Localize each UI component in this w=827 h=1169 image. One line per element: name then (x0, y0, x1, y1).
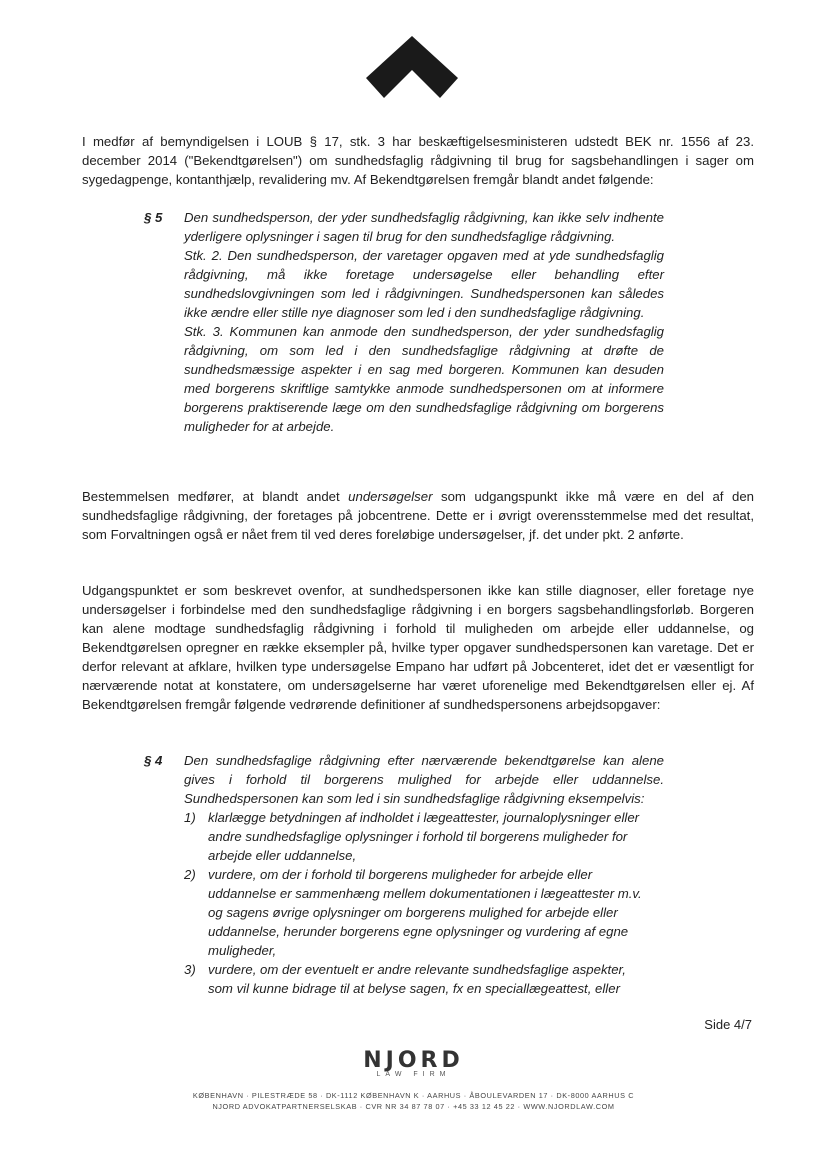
paragraph-2 (82, 487, 754, 544)
section-number: § 5 (144, 210, 163, 225)
brand-name: NJORD (363, 1048, 464, 1073)
list-item-number: 1) (184, 810, 196, 825)
njord-chevron-logo (366, 36, 458, 98)
list-item (184, 808, 644, 865)
list-item-text: vurdere, om der i forhold til borgerens muligheder for arbejde eller uddannelse er sammenhæng mellem dokumentationen i lægeattester m.v. og sagens øvrige oplysninger om borgerens mulighed for arbejde eller uddannelse, herunder borgerens egne oplysninger og vurdering af egne muligheder, (208, 867, 642, 958)
page-number: Side 4/7 (704, 1017, 752, 1032)
section-number: § 4 (144, 753, 163, 768)
paragraph-3-text: Udgangspunktet er som beskrevet ovenfor, at sundhedspersonen ikke kan stille diagnoser, eller foretage nye undersøgelser i forbindelse med den sundhedsfaglige rådgivning i en borgers sagsbehandlingsforløb. Borgeren kan alene modtage sundhedsfaglig rådgivning i forhold til muligheden om arbejde eller uddannelse, og Bekendtgørelsen opregner en række eksempler på, hvilke typer opgaver sundhedspersonen kan varetage. Det er derfor relevant at afklare, hvilken type undersøgelse Empano har udført på Jobcenteret, idet det er væsentligt for nærværende notat at konstatere, om undersøgelserne har været uforenelige med Bekendtgørelsen eller ej. Af Bekendtgørelsen fremgår følgende vedrørende definitioner af sundhedspersonens arbejdsopgaver: (82, 583, 754, 712)
section-4-quote (144, 751, 664, 998)
paragraph-2-text-a: Bestemmelsen medfører, at blandt andet (82, 489, 349, 504)
paragraph-2-emphasis: undersøgelser (348, 489, 433, 504)
section-5-paragraph-3: Stk. 3. Kommunen kan anmode den sundhedsperson, der yder sundhedsfaglig rådgivning, om som led i den sundhedsfaglige rådgivning at drøfte de sundhedsmæssige aspekter i en sag med borgeren. Kommunen kan desuden med borgerens skriftlige samtykke anmode sundhedspersonen om at informere borgerens praktiserende læge om den sundhedsfaglige rådgivning om borgerens muligheder for at arbejde. (184, 324, 664, 434)
intro-text: I medfør af bemyndigelsen i LOUB § 17, stk. 3 har beskæftigelsesministeren udstedt BEK nr. 1556 af 23. december 2014 ("Bekendtgørelsen") om sundhedsfaglig rådgivning til brug for sagsbehandlingen i sager om sygedagpenge, kontanthjælp, revalidering mv. Af Bekendtgørelsen fremgår blandt andet følgende: (82, 134, 754, 187)
brand-subtitle: LAW FIRM (376, 1071, 451, 1078)
list-item-text: klarlægge betydningen af indholdet i lægeattester, journaloplysninger eller andre sundhedsfaglige oplysninger i forhold til borgerens muligheder for arbejde eller uddannelse, (208, 810, 640, 863)
section-4-intro: Den sundhedsfaglige rådgivning efter nærværende bekendtgørelse kan alene gives i forhold til borgerens mulighed for arbejde eller uddannelse. Sundhedspersonen kan som led i sin sundhedsfaglige rådgivning eksempelvis: (184, 753, 664, 806)
list-item (184, 960, 644, 998)
paragraph-3 (82, 581, 754, 714)
list-item-number: 3) (184, 962, 196, 977)
section-5-paragraph-2: Stk. 2. Den sundhedsperson, der varetager opgaven med at yde sundhedsfaglig rådgivning, må ikke foretage undersøgelse eller behandling efter sundhedslovgivningen som led i rådgivningen. Sundhedspersonen kan således ikke ændre eller stille nye diagnoser som led i den sundhedsfaglige rådgivning. (184, 248, 664, 320)
section-5-paragraph-1: Den sundhedsperson, der yder sundhedsfaglig rådgivning, kan ikke selv indhente yderligere oplysninger i sagen til brug for den sundhedsfaglige rådgivning. (184, 210, 664, 244)
list-item-number: 2) (184, 867, 196, 882)
footer-company-line: NJORD ADVOKATPARTNERSELSKAB · CVR NR 34 87 78 07 · +45 33 12 45 22 · WWW.NJORDLAW.COM (212, 1102, 615, 1111)
footer (0, 1048, 827, 1112)
list-item (184, 865, 644, 960)
intro-paragraph (82, 132, 754, 189)
paragraph-2-text-b: som udgangspunkt ikke må være en del af den sundhedsfaglige rådgivning, der foretages på jobcentrene. Dette er i øvrigt overensstemmelse med det resultat, som Forvaltningen også er nået frem til ved deres foreløbige undersøgelser, jf. det under pkt. 2 anførte. (82, 489, 754, 542)
footer-address-line: KØBENHAVN · PILESTRÆDE 58 · DK-1112 KØBENHAVN K · AARHUS · ÅBOULEVARDEN 17 · DK-8000 AARHUS C (192, 1091, 635, 1100)
section-5-quote (144, 208, 664, 436)
list-item-text: vurdere, om der eventuelt er andre relevante sundhedsfaglige aspekter, som vil kunne bidrage til at belyse sagen, fx en speciallægeattest, eller (208, 962, 626, 996)
